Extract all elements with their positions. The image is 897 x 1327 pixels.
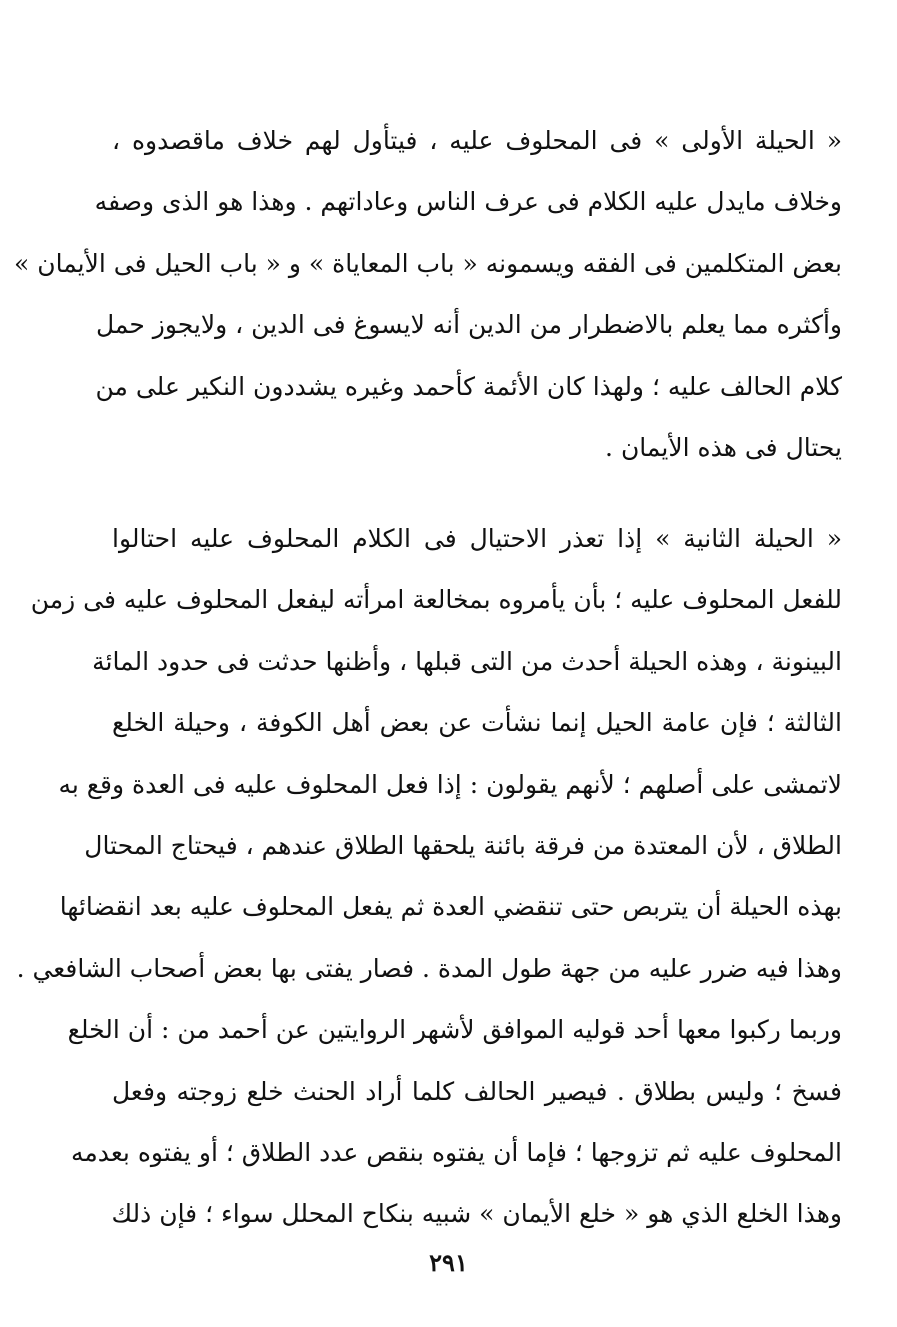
text-line: لاتمشى على أصلهم ؛ لأنهم يقولون : إذا فعل المحلوف عليه فى العدة وقع به xyxy=(58,769,842,799)
text-line: وهذا فيه ضرر عليه من جهة طول المدة . فصار يفتى بها بعض أصحاب الشافعي . xyxy=(16,953,842,983)
text-line: البينونة ، وهذه الحيلة أحدث من التى قبلها ، وأظنها حدثت فى حدود المائة xyxy=(92,646,842,676)
text-line: وربما ركبوا معها أحد قوليه الموافق لأشهر الروايتين عن أحمد من : أن الخلع xyxy=(67,1015,842,1045)
text-line: بعض المتكلمين فى الفقه ويسمونه « باب المعاياة » و « باب الحيل فى الأيمان » xyxy=(13,248,842,278)
text-line: للفعل المحلوف عليه ؛ بأن يأمروه بمخالعة امرأته ليفعل المحلوف عليه فى زمن xyxy=(30,585,842,615)
paragraph-second-trick xyxy=(16,508,842,1245)
text-line: « الحيلة الثانية » إذا تعذر الاحتيال فى الكلام المحلوف عليه احتالوا xyxy=(112,524,842,553)
text-line: كلام الحالف عليه ؛ ولهذا كان الأئمة كأحمد وغيره يشددون النكير على من xyxy=(95,371,842,401)
paragraph-first-trick xyxy=(13,110,842,478)
text-line: وخلاف مايدل عليه الكلام فى عرف الناس وعاداتهم . وهذا هو الذى وصفه xyxy=(94,187,842,217)
text-line: المحلوف عليه ثم تزوجها ؛ فإما أن يفتوه بنقص عدد الطلاق ؛ أو يفتوه بعدمه xyxy=(70,1137,842,1167)
text-line: بهذه الحيلة أن يتربص حتى تنقضي العدة ثم يفعل المحلوف عليه بعد انقضائها xyxy=(59,892,842,922)
text-line: وهذا الخلع الذي هو « خلع الأيمان » شبيه بنكاح المحلل سواء ؛ فإن ذلك xyxy=(111,1199,842,1229)
text-line: وأكثره مما يعلم بالاضطرار من الدين أنه لايسوغ فى الدين ، ولايجوز حمل xyxy=(95,310,842,340)
text-line: الثالثة ؛ فإن عامة الحيل إنما نشأت عن بعض أهل الكوفة ، وحيلة الخلع xyxy=(112,708,842,738)
page-number: ٢٩١ xyxy=(429,1248,468,1277)
text-line: فسخ ؛ وليس بطلاق . فيصير الحالف كلما أراد الحنث خلع زوجته وفعل xyxy=(112,1076,842,1106)
text-line: « الحيلة الأولى » فى المحلوف عليه ، فيتأول لهم خلاف ماقصدوه ، xyxy=(112,126,842,155)
text-line: يحتال فى هذه الأيمان . xyxy=(605,432,842,462)
text-line: الطلاق ، لأن المعتدة من فرقة بائنة يلحقها الطلاق عندهم ، فيحتاج المحتال xyxy=(84,830,842,860)
